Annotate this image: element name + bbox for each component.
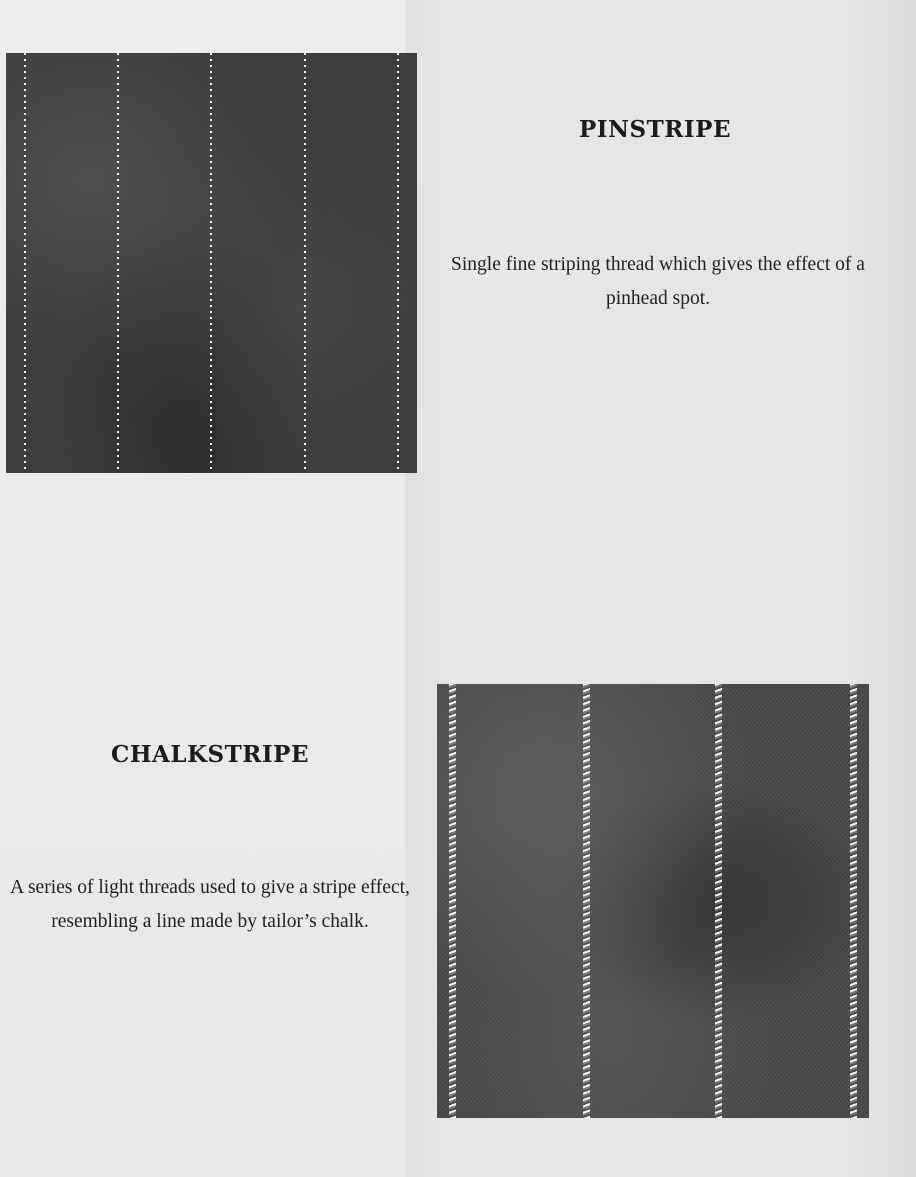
pinstripe-thread xyxy=(24,53,26,473)
chalkstripe-fabric-swatch xyxy=(437,684,869,1118)
chalkstripe-description: A series of light threads used to give a stripe effect, resembling a line made by tailor’s chalk. xyxy=(10,877,410,932)
pinstripe-thread xyxy=(304,53,306,473)
chalkstripe-thread xyxy=(449,684,456,1118)
pinstripe-thread xyxy=(117,53,119,473)
chalkstripe-thread xyxy=(715,684,722,1118)
pinstripe-thread xyxy=(210,53,212,473)
pinstripe-description: Single fine striping thread which gives the effect of a pinhead spot. xyxy=(451,254,865,309)
pinstripe-thread xyxy=(397,53,399,473)
pinstripe-title: PINSTRIPE xyxy=(578,116,731,143)
chalkstripe-thread xyxy=(850,684,857,1118)
chalkstripe-thread xyxy=(583,684,590,1118)
pinstripe-fabric-swatch xyxy=(6,53,417,473)
chalkstripe-title: CHALKSTRIPE xyxy=(111,741,309,768)
